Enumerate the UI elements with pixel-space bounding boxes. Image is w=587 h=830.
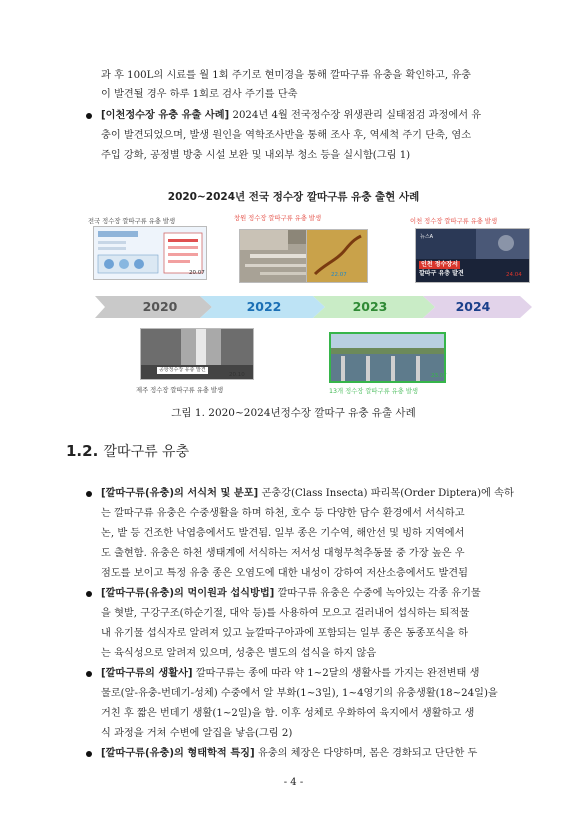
plants-image	[331, 334, 444, 381]
incheon-label: [이천정수장 유충 유출 사례]	[101, 110, 230, 121]
page-number: - 4 -	[283, 777, 304, 788]
intro-line-2: 이 발견될 경우 하루 1회로 검사 주기를 단축	[101, 89, 298, 100]
food-label: [깔따구류(유충)의 먹이원과 섭식방법]	[101, 588, 275, 599]
bullet-icon	[86, 491, 92, 497]
habitat-text-1: 곤충강(Class Insecta) 파리목(Order Diptera)에 속하	[258, 488, 514, 499]
figure-title: 2020~2024년 전국 정수장 깔따구류 유충 출현 사례	[167, 191, 420, 203]
habitat-line-2: 는 깔따구류 유충은 수중생활을 하며 하천, 호수 등 다양한 담수 환경에서 서식하고	[101, 508, 465, 519]
bullet-icon	[86, 591, 92, 597]
news-headline-1: 인천 정수장서	[421, 261, 458, 268]
year-2022: 2022	[246, 299, 282, 314]
section-title: 깔따구류 유충	[103, 444, 190, 460]
bullet-icon	[86, 671, 92, 677]
morph-line-1	[101, 747, 477, 761]
food-text-1: 깔따구류 유충은 수중에 녹아있는 각종 유기물	[274, 588, 481, 599]
life-line-3: 거친 후 짧은 번데기 생활(1~2일)을 함. 이후 성체로 우화하여 육지에서 생활하고 생	[101, 708, 475, 719]
habitat-line-1	[101, 487, 514, 501]
year-2024: 2024	[455, 299, 491, 314]
photo-13-plants	[329, 332, 446, 383]
habitat-line-3: 논, 밭 등 건조한 낙엽층에서도 발견됨. 일부 종은 기수역, 해안선 및 빙하 지역에서	[101, 528, 465, 539]
habitat-line-4: 도 출현함. 유충은 하천 생태계에 서식하는 저서성 대형무척추동물 중 가장 높은 우	[101, 548, 465, 559]
life-line-1	[101, 667, 479, 681]
date-national: 20.07	[189, 270, 205, 276]
figure-caption: 그림 1. 2020~2024년정수장 깔따구 유충 유출 사례	[171, 407, 416, 419]
habitat-line-5: 점도를 보이고 특정 유충 종은 오염도에 대한 내성이 강하여 저산소층에서도 발견됨	[101, 568, 468, 579]
caption-icheon: 이천 정수장 깔따구류 유충 발생	[410, 218, 498, 225]
food-line-2: 을 혓발, 구강구조(하순기절, 대악 등)를 사용하여 모으고 걸러내어 섭식하는 퇴적물	[101, 608, 470, 619]
morph-label: [깔따구류(유충)의 형태학적 특징]	[101, 748, 255, 759]
morph-text-1: 유충의 체장은 다양하며, 몸은 경화되고 단단한 두	[254, 748, 478, 759]
section-number: 1.2.	[66, 442, 99, 460]
intro-line-1: 과 후 100L의 시료를 월 1회 주기로 현미경을 통해 깔따구류 유충을 확인하고, 유충	[101, 70, 472, 81]
caption-jeju: 제주 정수장 깔따구류 유충 발생	[136, 387, 224, 394]
year-2023: 2023	[352, 299, 388, 314]
section-heading	[66, 441, 189, 461]
incheon-line-1	[101, 109, 481, 123]
caption-13-plants: 13개 정수장 깔따구류 유충 발생	[329, 388, 419, 395]
date-jeju: 20.10	[229, 372, 245, 378]
year-2020: 2020	[142, 299, 178, 314]
news-headline-2: 깔따구 유충 발견	[419, 270, 464, 277]
habitat-label: [깔따구류(유충)의 서식처 및 분포]	[101, 488, 259, 499]
incheon-text-1: 2024년 4월 전국정수장 위생관리 실태점검 과정에서 유	[229, 110, 482, 121]
food-line-1	[101, 587, 481, 601]
bullet-icon	[86, 113, 92, 119]
incheon-line-2: 충이 발견되었으며, 발생 원인을 역학조사반을 통해 조사 후, 역세척 주기 단축, 염소	[101, 130, 472, 141]
date-icheon: 24.04	[506, 272, 522, 278]
news-headline-jeju: 공항정수장 유충 발견	[159, 367, 206, 373]
date-13-plants: 23.07	[431, 373, 447, 379]
food-line-3: 내 유기물 섭식자로 알려져 있고 늪깔따구아과에 포함되는 일부 종은 동종포식을 하	[101, 628, 468, 639]
life-text-1: 깔따구류는 종에 따라 약 1~2달의 생활사를 가지는 완전변태 생	[192, 668, 480, 679]
incheon-line-3: 주입 강화, 공정별 방충 시설 보완 및 내외부 청소 등을 실시함(그림 1)	[101, 150, 411, 161]
life-line-4: 식 과정을 거쳐 수변에 알집을 낳음(그림 2)	[101, 728, 293, 739]
caption-national: 전국 정수장 깔따구류 유충 발생	[88, 218, 176, 225]
date-changwon: 22.07	[331, 272, 347, 278]
bullet-icon	[86, 751, 92, 757]
news-tag: 뉴스A	[420, 234, 434, 240]
life-line-2: 물로(알-유충-번데기-성체) 수중에서 알 부화(1~3일), 1~4영기의 유충생활(18~24일)을	[101, 688, 498, 699]
life-label: [깔따구류의 생활사]	[101, 668, 193, 679]
food-line-4: 는 육식성으로 알려져 있으며, 성충은 별도의 섭식을 하지 않음	[101, 648, 377, 659]
caption-changwon: 창원 정수장 깔따구류 유충 발생	[234, 215, 322, 222]
